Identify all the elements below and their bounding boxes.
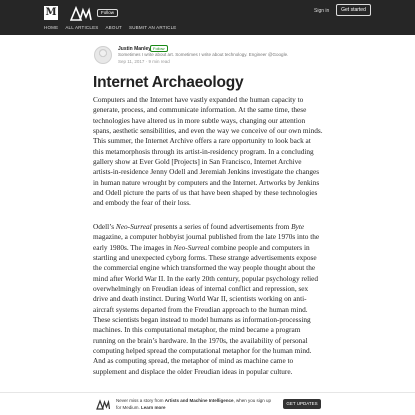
nav-item-submit-article[interactable]: SUBMIT AN ARTICLE [129, 25, 177, 30]
top-navigation-bar [0, 0, 415, 35]
banner-text-b: , when you sign up for Medium. [116, 398, 272, 410]
paragraph-2-text-b: presents a series of found advertisements from [151, 222, 292, 231]
nav-item-all-articles[interactable]: ALL ARTICLES [65, 25, 99, 30]
author-avatar[interactable] [94, 46, 112, 64]
sign-in-link[interactable]: Sign in [314, 8, 330, 14]
article-paragraph-1: Computers and the Internet have vastly expanded the human capacity to generate, process, and communicate information. At the same time, these technologies have altered us in more subtle ways, changing our attention spans, aesthetic sensibilities, and even the way we conceive of our own minds. This summer, the Internet Archive offers a rare opportunity to look back at this metamorphosis through its artist-in-residency program. In a concluding gallery show at Ever Gold [Projects] in San Francisco, Internet Archive artists-in-residence Jenny Odell and Jeremiah Jenkins investigate the changes in human nature wrought by computers and the Internet. Artworks by Jenkins and Odell picture the parts of us that have been shaped by these technologies and embody the fear of their loss. [93, 95, 323, 208]
medium-logo[interactable]: M [45, 7, 57, 18]
ami-publication-logo-icon[interactable] [70, 5, 92, 21]
post-date-read-time: Sep 11, 2017 · 9 min read [118, 59, 170, 64]
paragraph-2-text-c: magazine, a computer hobbyist journal published from the late 1970s into the early 1980s. The images in [93, 232, 320, 252]
banner-text-a: Never miss a story from [116, 398, 165, 403]
author-follow-button[interactable]: Follow [150, 45, 168, 52]
article-paragraph-2 [93, 222, 323, 377]
learn-more-link[interactable]: Learn more [141, 404, 166, 410]
publication-follow-button[interactable]: Follow [97, 9, 118, 17]
get-updates-button[interactable]: GET UPDATES [283, 399, 321, 409]
byte-magazine-title: Byte [291, 222, 305, 231]
nav-item-about[interactable]: ABOUT [105, 25, 122, 30]
nav-item-home[interactable]: HOME [44, 25, 59, 30]
banner-message [116, 398, 276, 411]
publication-nav [44, 25, 177, 30]
neo-surreal-title-2: Neo-Surreal [173, 242, 210, 252]
neo-surreal-title: Neo-Surreal [115, 222, 152, 231]
get-started-button[interactable]: Get started [336, 4, 371, 16]
paragraph-2-text-d: combine people and computers in startling and unexpected cyborg forms. These strange advertisements expose the commercial engine which transformed the way people thought about the mind after World War II. In the early 20th century, popular psychology relied overwhelmingly on Freudian ideas of internal conflict and repression, sex drive and death instinct. During World War II, scientists working on anti-aircraft systems departed from the Freudian approach to the human mind. These scientists began instead to model humans as information-processing machines. In this computational metaphor, the mind became a program running on the brain’s hardware. In the 1970s, the availability of personal computing helped spread the computational metaphor for the human mind. And as computing spread, the metaphor of mind as machine came to supplement and displace the older Freudian ideas in popular culture. [93, 242, 319, 376]
article-title: Internet Archaeology [93, 74, 244, 91]
author-bio: Sometimes I write about art. Sometimes I write about technology. Engineer @Google. [118, 52, 289, 57]
banner-publication-link[interactable]: Artists and Machine Intelligence [164, 398, 234, 403]
ami-banner-logo-icon [96, 399, 110, 410]
author-name[interactable]: Justin Manley [118, 46, 152, 52]
paragraph-2-text-a: Odell’s [93, 222, 116, 231]
signup-banner [0, 392, 415, 415]
